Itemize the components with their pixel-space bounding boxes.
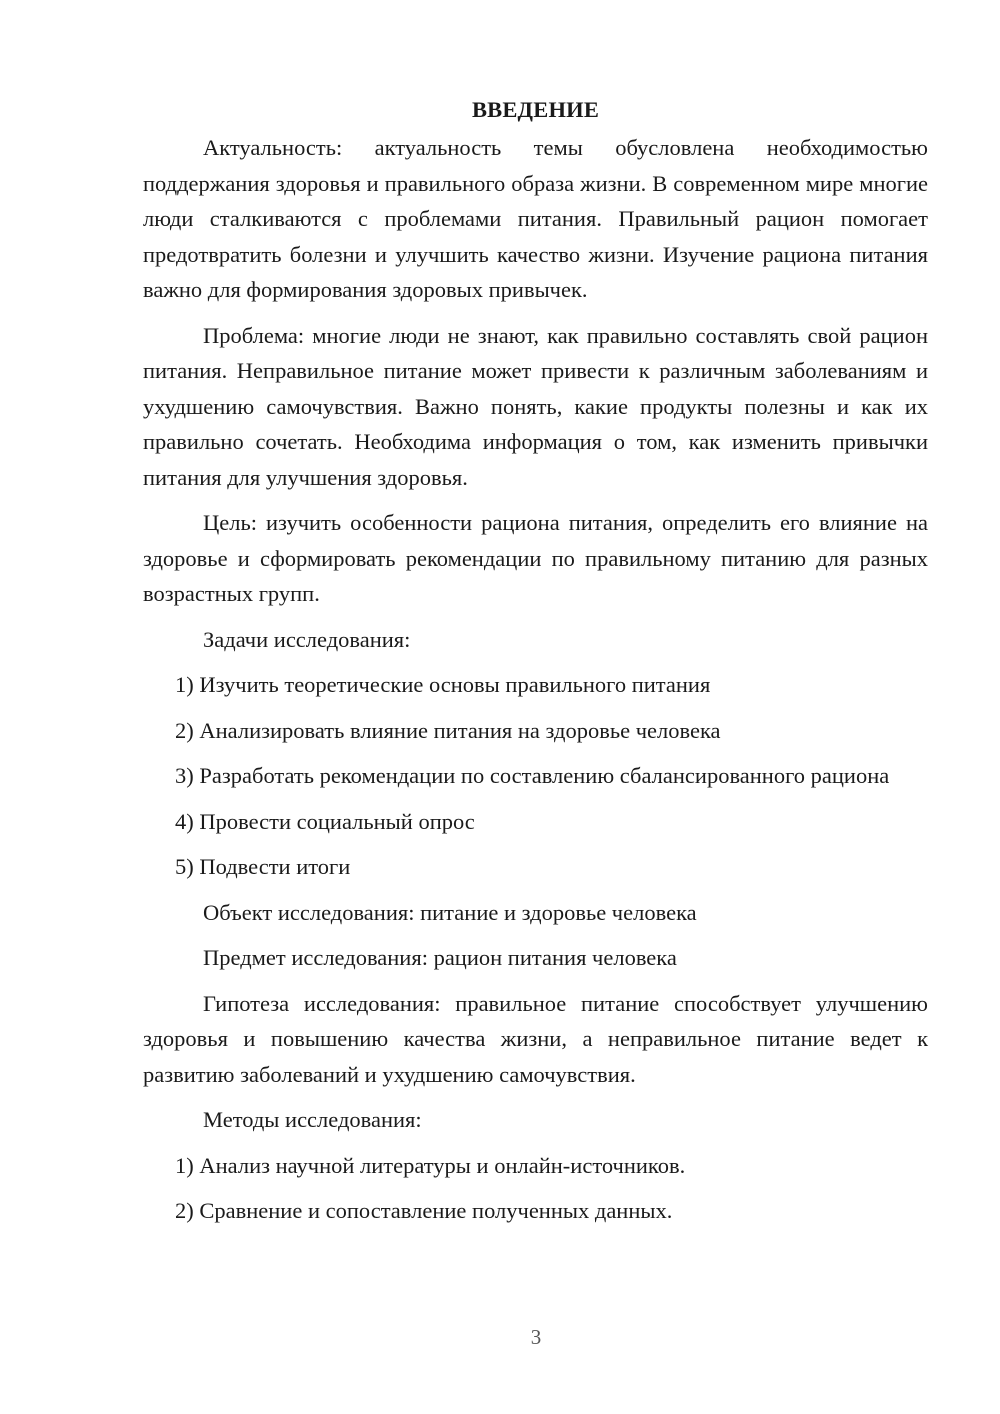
- relevance-paragraph: Актуальность: актуальность темы обусловлена необходимостью поддержания здоровья и правильного образа жизни. В современном мире многие люди сталкиваются с проблемами питания. Правильный рацион помогает предотвратить болезни и улучшить качество жизни. Изучение рациона питания важно для формирования здоровых привычек.: [143, 135, 928, 302]
- page-number: 3: [530, 1325, 542, 1349]
- task-item: 5) Подвести итоги: [175, 854, 351, 879]
- methods-heading: Методы исследования:: [203, 1107, 422, 1132]
- subject-paragraph: Предмет исследования: рацион питания человека: [203, 945, 677, 970]
- page-title: ВВЕДЕНИЕ: [471, 97, 600, 122]
- tasks-heading: Задачи исследования:: [203, 626, 411, 652]
- object-paragraph: Объект исследования: питание и здоровье человека: [203, 899, 697, 925]
- task-item: 3) Разработать рекомендации по составлению сбалансированного рациона: [175, 763, 890, 788]
- task-item: 2) Анализировать влияние питания на здоровье человека: [175, 717, 721, 743]
- method-item: 1) Анализ научной литературы и онлайн-источников.: [175, 1152, 686, 1178]
- hypothesis-paragraph: Гипотеза исследования: правильное питание способствует улучшению здоровья и повышению качества жизни, а неправильное питание ведет к развитию заболеваний и ухудшению самочувствия.: [143, 990, 928, 1087]
- problem-paragraph: Проблема: многие люди не знают, как правильно составлять свой рацион питания. Неправильное питание может привести к различным заболеваниям и ухудшению самочувствия. Важно понять, какие продукты полезны и как их правильно сочетать. Необходима информация о том, как изменить привычки питания для улучшения здоровья.: [143, 322, 928, 490]
- method-item: 2) Сравнение и сопоставление полученных данных.: [175, 1198, 673, 1223]
- task-item: 4) Провести социальный опрос: [175, 808, 475, 834]
- goal-paragraph: Цель: изучить особенности рациона питания, определить его влияние на здоровье и сформировать рекомендации по правильному питанию для разных возрастных групп.: [143, 510, 928, 606]
- document-page: [143, 92, 928, 1229]
- task-item: 1) Изучить теоретические основы правильного питания: [175, 672, 711, 697]
